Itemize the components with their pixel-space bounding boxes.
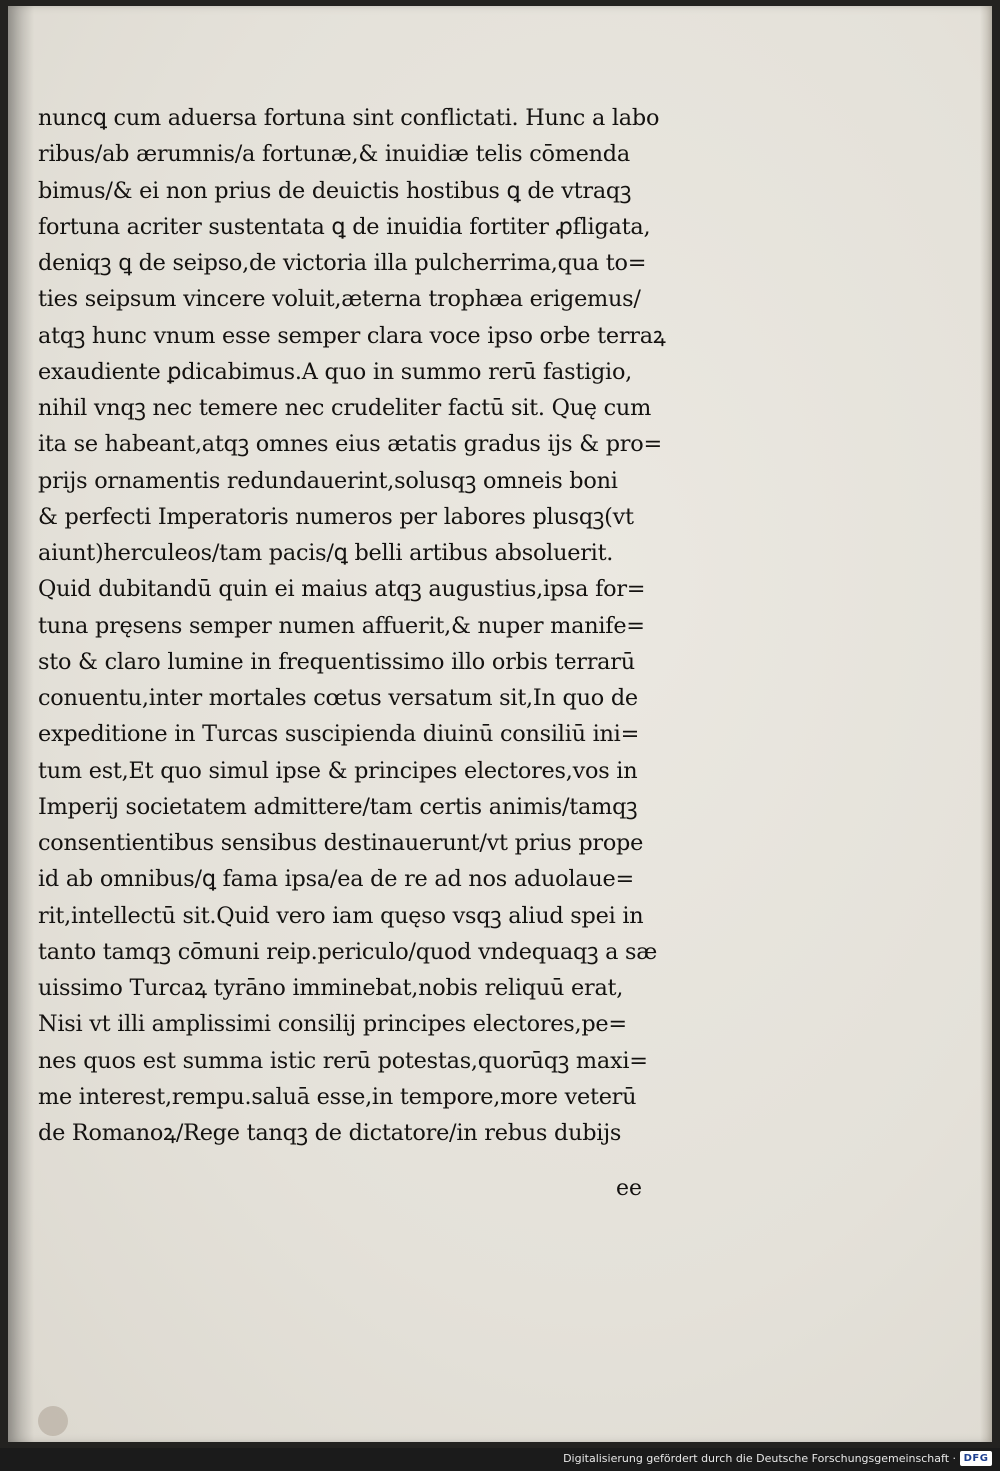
- text-line: tum est,Et quo simul ipse & principes electores,vos in: [38, 757, 638, 784]
- text-line: & perfecti Imperatoris numeros per labores plusqꝫ(vt: [38, 503, 634, 530]
- digitization-footer: [0, 1448, 1000, 1471]
- text-line: de Romanoꝝ/Rege tanqꝫ de dictatore/in rebus dubijs: [38, 1120, 622, 1146]
- text-line: exaudiente ꝑdicabimus.A quo in summo rerū fastigio,: [38, 358, 633, 385]
- text-line: fortuna acriter sustentata ꝗ de inuidia fortiter ꝓfligata,: [38, 213, 651, 240]
- text-line: Nisi vt illi amplissimi consilij principes electores,pe=: [38, 1011, 627, 1038]
- text-line: nihil vnqꝫ nec temere nec crudeliter factū sit. Quę cum: [38, 395, 652, 421]
- text-line: nes quos est summa istic rerū potestas,quorūqꝫ maxi=: [38, 1047, 648, 1074]
- catchword: ee: [616, 1176, 643, 1201]
- text-line: ribus/ab ærumnis/a fortunæ,& inuidiæ telis cōmenda: [38, 141, 630, 168]
- text-line: me interest,rempu.saluā esse,in tempore,more veterū: [38, 1083, 637, 1110]
- paper-stain: [38, 1406, 68, 1436]
- gutter-shadow: [8, 6, 34, 1442]
- text-line: rit,intellectū sit.Quid vero iam quęso vsqꝫ aliud spei in: [38, 902, 644, 929]
- text-line: consentientibus sensibus destinauerunt/vt prius prope: [38, 830, 644, 856]
- text-line: prijs ornamentis redundauerint,solusqꝫ omneis boni: [38, 467, 618, 494]
- text-line: tuna pręsens semper numen affuerit,& nuper manife=: [38, 612, 645, 639]
- page-edge: [980, 6, 992, 1442]
- funding-notice: Digitalisierung gefördert durch die Deutsche Forschungsgemeinschaft ·: [563, 1452, 956, 1465]
- text-line: deniqꝫ ꝗ de seipso,de victoria illa pulcherrima,qua to=: [38, 250, 647, 276]
- text-line: expeditione in Turcas suscipienda diuinū consiliū ini=: [38, 721, 640, 748]
- text-line: conuentu,inter mortales cœtus versatum sit,In quo de: [38, 685, 638, 711]
- text-line: id ab omnibus/ꝗ fama ipsa/ea de re ad nos aduolaue=: [38, 866, 634, 893]
- text-line: ita se habeant,atqꝫ omnes eius ætatis gradus ijs & pro=: [38, 431, 662, 458]
- text-line: Quid dubitandū quin ei maius atqꝫ augustius,ipsa for=: [38, 576, 646, 603]
- text-line: atqꝫ hunc vnum esse semper clara voce ipso orbe terraꝝ: [38, 322, 666, 349]
- text-line: tanto tamqꝫ cōmuni reip.periculo/quod vndequaqꝫ a sæ: [38, 938, 658, 965]
- text-line: ties seipsum vincere voluit,æterna trophæa erigemus/: [38, 286, 641, 313]
- text-line: aiunt)herculeos/tam pacis/ꝗ belli artibus absoluerit.: [38, 540, 614, 566]
- text-line: bimus/& ei non prius de deuictis hostibus ꝗ de vtraqꝫ: [38, 177, 632, 204]
- text-line: uissimo Turcaꝝ tyrāno imminebat,nobis reliquū erat,: [38, 975, 624, 1001]
- text-line: nuncꝗ cum aduersa fortuna sint conflictati. Hunc a labo: [38, 105, 660, 131]
- dfg-logo: DFG: [960, 1451, 992, 1466]
- text-line: Imperij societatem admittere/tam certis animis/tamqꝫ: [38, 793, 638, 820]
- text-line: sto & claro lumine in frequentissimo illo orbis terrarū: [38, 648, 635, 675]
- page-text: [38, 100, 758, 1151]
